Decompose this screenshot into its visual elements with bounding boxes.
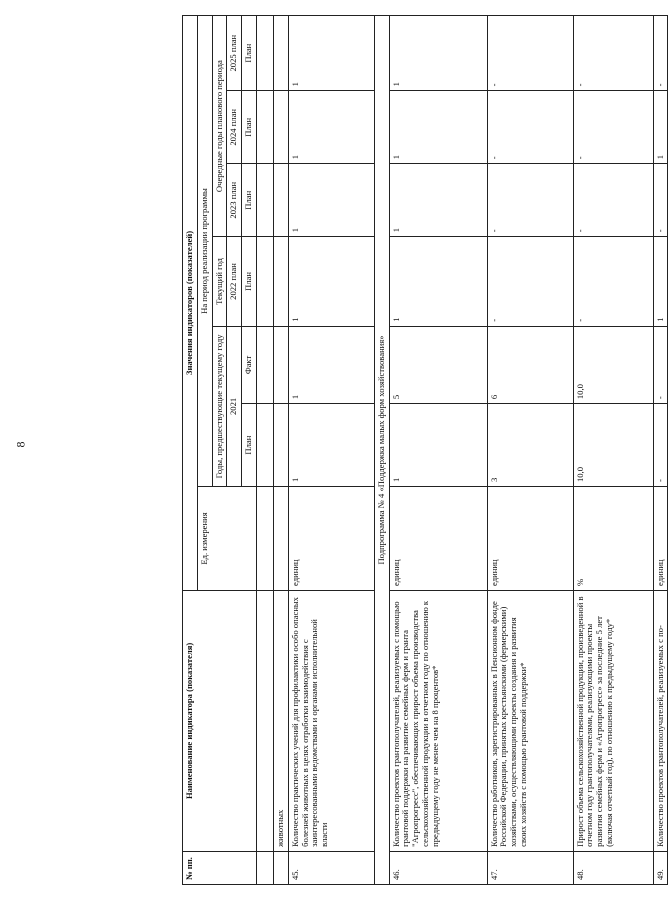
header-2021-fact: Факт [242,326,257,403]
header-period: На период реализации программы [197,16,212,487]
indicator-name: Количество работников, зарегистрированных в Пенсионном фонде Российской Федерации, принятых крестьянскими (фермерскими) хозяйствами, осуществляющими проекты создания и развития своих хозяйств с помощью грантовой поддержки* [487,590,573,851]
unit-cell: единиц [389,487,487,591]
value-2022: - [487,237,573,327]
header-2024-plan: 2024 план [227,91,242,164]
value-2021-plan: 10,0 [573,404,653,487]
table-row-continued [273,16,288,885]
value-2025: 1 [288,16,374,91]
header-name: Наименование индикатора (показателя) [183,590,257,851]
table-row [389,16,487,885]
value-2023: 1 [288,164,374,237]
value-2024: 1 [653,91,668,164]
row-number: 47. [487,851,573,884]
spacer-row [256,16,273,885]
header-2022-plan-sub: План [242,237,257,327]
value-2025: - [573,16,653,91]
value-2021-plan: 1 [389,404,487,487]
value-2024: 1 [288,91,374,164]
header-values: Значения индикаторов (показателей) [183,16,198,591]
unit-cell: единиц [653,487,668,591]
value-2021-fact: 6 [487,326,573,403]
header-2025-plan: 2025 план [227,16,242,91]
row-number: 48. [573,851,653,884]
value-2025: 1 [389,16,487,91]
header-planned-years: Очередные годы планового периода [212,16,227,237]
value-2021-plan: - [653,404,668,487]
indicator-name: Количество проектов грантополучателей, реализуемых с помощью грантовой поддержки на развитие семейных ферм и гранта "Агропрогресс", обеспечивающих прирост объема производства сельскохозяйственной продукции в отчетном году по отношению к предыдущему году не менее чем на 8 процентов* [389,590,487,851]
section-row [374,16,389,885]
header-2023-plan: 2023 план [227,164,242,237]
value-2021-plan: 3 [487,404,573,487]
value-2021-fact: 5 [389,326,487,403]
value-2022: - [573,237,653,327]
continued-name: животных [273,590,288,851]
row-number: 49. [653,851,668,884]
header-current-year: Текущий год [212,237,227,327]
indicators-table [182,15,668,885]
unit-cell: % [573,487,653,591]
value-2024: - [573,91,653,164]
value-2023: - [487,164,573,237]
table-row [288,16,374,885]
value-2024: 1 [389,91,487,164]
value-2023: 1 [389,164,487,237]
header-2024-plan-sub: План [242,91,257,164]
value-2021-fact: - [653,326,668,403]
value-2021-fact: 10,0 [573,326,653,403]
header-no: № пп. [183,851,257,884]
header-prev-years: Годы, предшествующие текущему году [212,326,227,486]
value-2023: - [653,164,668,237]
table-row [573,16,653,885]
header-year-2021: 2021 [227,326,242,486]
indicator-name: Количество практических учений для профилактики особо опасных болезней животных в целях отработки взаимодействия с заинтересованными ведомствами и органами исполнительной власти [288,590,374,851]
value-2021-plan: 1 [288,404,374,487]
table-row [487,16,573,885]
indicator-name: Прирост объема сельскохозяйственной продукции, произведенной в отчетном году грантополучателями, реализующими проекты развития семейных ферм и «Агропрогресс» за последние 5 лет (включая отчетный год), по отношению к предыдущему году* [573,590,653,851]
header-2025-plan-sub: План [242,16,257,91]
value-2022: 1 [288,237,374,327]
header-2022-plan: 2022 план [227,237,242,327]
value-2025: - [653,16,668,91]
value-2023: - [573,164,653,237]
indicator-name: Количество проектов грантополучателей, реализуемых с по- [653,590,668,851]
table-row [653,16,668,885]
value-2022: 1 [389,237,487,327]
header-2023-plan-sub: План [242,164,257,237]
unit-cell: единиц [288,487,374,591]
header-unit: Ед. измерения [197,487,256,591]
header-2021-plan: План [242,404,257,487]
value-2025: - [487,16,573,91]
value-2024: - [487,91,573,164]
value-2021-fact: 1 [288,326,374,403]
unit-cell: единиц [487,487,573,591]
page-number: 8 [13,441,28,448]
row-number: 45. [288,851,374,884]
rotated-table-container [182,15,665,885]
row-number: 46. [389,851,487,884]
value-2022: 1 [653,237,668,327]
subprogram-title: Подпрограмма № 4 «Поддержка малых форм хозяйствования» [374,16,389,885]
